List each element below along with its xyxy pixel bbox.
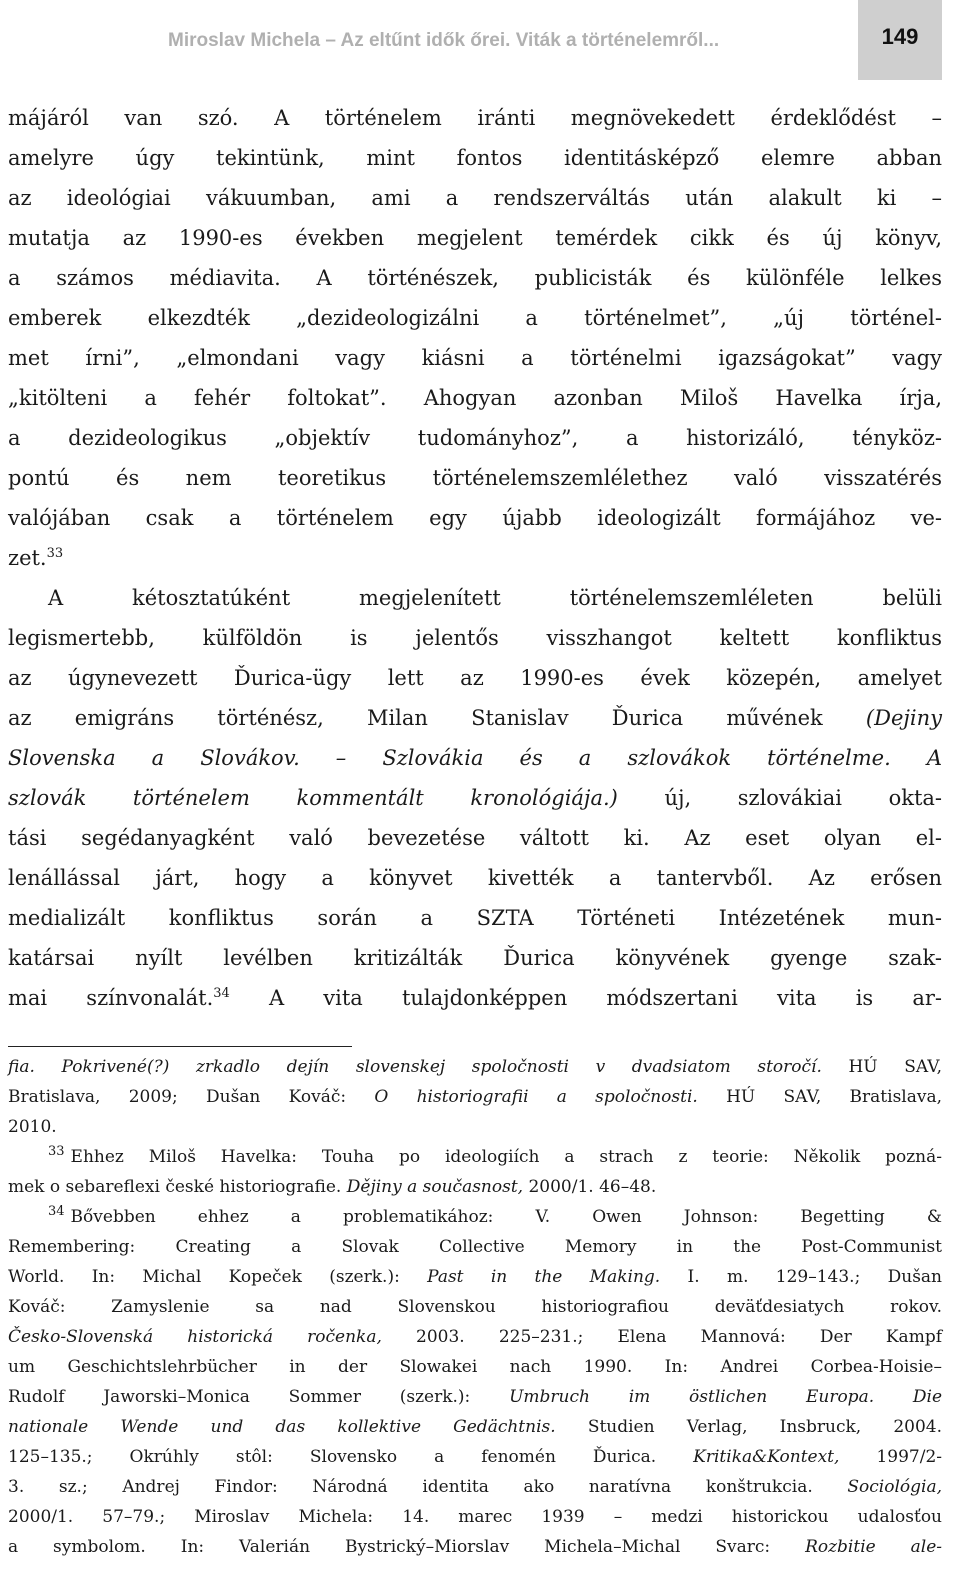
text-fragment: 125–135.; Okrúhly stôl: Slovensko a fenomén Ďurica. — [8, 1447, 657, 1467]
text-line: A kétosztatúként megjelenített történelemszemléleten belüli — [48, 586, 942, 610]
text-fragment: Sociológia, — [847, 1477, 942, 1497]
footnote-ref-33[interactable]: 33 — [46, 546, 64, 561]
footnote-34-line — [8, 1412, 942, 1442]
footnote-33-line — [8, 1172, 942, 1202]
footnotes — [8, 1052, 942, 1562]
text-line: medializált konfliktus során a SZTA Történeti Intézetének mun- — [8, 906, 942, 930]
text-line: emberek elkezdték „dezideologizálni a történelmet”, „új történel- — [8, 306, 942, 330]
footnote-34-line — [8, 1472, 942, 1502]
text-line — [8, 738, 942, 778]
text-line — [8, 538, 942, 578]
text-line — [8, 978, 942, 1018]
text-line: legismertebb, külföldön is jelentős visszhangot keltett konfliktus — [8, 626, 942, 650]
text-fragment: World. In: Michal Kopeček (szerk.): — [8, 1267, 400, 1287]
page-number: 149 — [881, 24, 919, 49]
text-line: az úgynevezett Ďurica-ügy lett az 1990-es évek közepén, amelyet — [8, 666, 942, 690]
running-title: Miroslav Michela – Az eltűnt idők őrei. Viták a történelemről... — [168, 30, 720, 51]
footnote-34-line — [8, 1442, 942, 1472]
text-line: valójában csak a történelem egy újabb ideologizált formájához ve- — [8, 506, 942, 530]
footnote-34-line — [8, 1382, 942, 1412]
book-title: Slovenska a Slovákov. – Szlovákia és a szlovákok történelme. A — [8, 746, 942, 770]
text-fragment: 3. sz.; Andrej Findor: Národná identita ako naratívna konštrukcia. — [8, 1477, 813, 1497]
page-number-box — [858, 0, 942, 80]
text-line: met írni”, „elmondani vagy kiásni a történelmi igazságokat” vagy — [8, 346, 942, 370]
text-fragment: O historiografii a spoločnosti. — [374, 1087, 698, 1107]
text-fragment: I. m. 129–143.; Dušan — [687, 1267, 943, 1287]
text-fragment: Ehhez Miloš Havelka: Touha po ideologiích a strach z teorie: Několik pozná- — [70, 1147, 942, 1167]
text-fragment: a symbolom. In: Valerián Bystrický–Miorslav Michela–Michal Svarc: — [8, 1537, 771, 1557]
text-fragment: Česko-Slovenská historická ročenka, — [8, 1327, 382, 1347]
footnote-line — [8, 1082, 942, 1112]
text-line — [8, 698, 942, 738]
text-fragment: Rozbitie ale- — [805, 1537, 942, 1557]
footnote-line: 2010. — [8, 1117, 57, 1137]
text-line: a dezideologikus „objektív tudományhoz”, a historizáló, tényköz- — [8, 426, 942, 450]
text-fragment: Rudolf Jaworski–Monica Sommer (szerk.): — [8, 1387, 471, 1407]
footnote-34-line — [8, 1262, 942, 1292]
page-header — [0, 0, 960, 80]
text-line: mutatja az 1990-es években megjelent temérdek cikk és új könyv, — [8, 226, 942, 250]
text-line: „kitölteni a fehér foltokat”. Ahogyan azonban Miloš Havelka írja, — [8, 386, 942, 410]
text-fragment: mai színvonalát. — [8, 986, 214, 1010]
text-line: amelyre úgy tekintünk, mint fontos identitásképző elemre abban — [8, 146, 942, 170]
footnote-34-line — [8, 1532, 942, 1562]
footnote-34-line — [8, 1322, 942, 1352]
book-title: szlovák történelem kommentált kronológiája.) — [8, 786, 618, 810]
text-fragment: új, szlovákiai okta- — [664, 786, 943, 810]
text-fragment: mek o sebareflexi české historiografie. — [8, 1177, 342, 1197]
text-line: a számos médiavita. A történészek, publicisták és különféle lelkes — [8, 266, 942, 290]
text-fragment: 1997/2- — [876, 1447, 943, 1467]
text-line: katársai nyílt levélben kritizálták Ďurica könyvének gyenge szak- — [8, 946, 942, 970]
footnote-line — [8, 1052, 942, 1082]
text-fragment: az emigráns történész, Milan Stanislav Ďurica művének — [8, 706, 823, 730]
text-line: tási segédanyagként való bevezetése váltott ki. Az eset olyan el- — [8, 826, 942, 850]
text-line: pontú és nem teoretikus történelemszemlélethez való visszatérés — [8, 466, 942, 490]
text-fragment: 2000/1. 46–48. — [528, 1177, 657, 1197]
text-line: az ideológiai vákuumban, ami a rendszerváltás után alakult ki – — [8, 186, 942, 210]
text-line: májáról van szó. A történelem iránti megnövekedett érdeklődést – — [8, 106, 942, 130]
footnote-34-line: 2000/1. 57–79.; Miroslav Michela: 14. marec 1939 – medzi historickou udalosťou — [8, 1507, 942, 1527]
text-fragment: Bratislava, 2009; Dušan Kováč: — [8, 1087, 347, 1107]
footnote-34-line: Remembering: Creating a Slovak Collective Memory in the Post-Communist — [8, 1237, 942, 1257]
text-fragment: A vita tulajdonképpen módszertani vita is ar- — [268, 986, 942, 1010]
text-fragment: 2003. 225–231.; Elena Mannová: Der Kampf — [416, 1327, 942, 1347]
footnote-number: 33 — [48, 1144, 65, 1160]
text-fragment: Umbruch im östlichen Europa. Die — [509, 1387, 942, 1407]
text-fragment: Past in the Making. — [427, 1267, 661, 1287]
footnote-34-line — [8, 1202, 942, 1232]
text-fragment: Dějiny a současnost, — [346, 1177, 524, 1197]
text-fragment: Studien Verlag, Insbruck, 2004. — [587, 1417, 943, 1437]
footnote-34-line: um Geschichtslehrbücher in der Slowakei nach 1990. In: Andrei Corbea-Hoisie– — [8, 1357, 942, 1377]
footnote-number: 34 — [48, 1204, 65, 1220]
footnote-divider — [8, 1046, 352, 1047]
text-line — [8, 778, 942, 818]
text-fragment: Bővebben ehhez a problematikához: V. Owen Johnson: Begetting & — [70, 1207, 942, 1227]
footnote-33-line — [8, 1142, 942, 1172]
text-fragment: HÚ SAV, Bratislava, — [726, 1087, 943, 1107]
footnote-ref-34[interactable]: 34 — [213, 986, 230, 1001]
text-fragment: nationale Wende und das kollektive Gedächtnis. — [8, 1417, 556, 1437]
text-fragment: Kritika&Kontext, — [693, 1447, 840, 1467]
text-fragment: zet. — [8, 546, 47, 570]
text-fragment: fia. Pokrivené(?) zrkadlo dejín slovenskej spoločnosti v dvadsiatom storočí. — [8, 1057, 822, 1077]
footnote-34-line: Kováč: Zamyslenie sa nad Slovenskou historiografiou deväťdesiatych rokov. — [8, 1297, 942, 1317]
text-line: lenállással járt, hogy a könyvet kivették a tantervből. Az erősen — [8, 866, 942, 890]
main-text — [8, 98, 942, 1018]
text-fragment: HÚ SAV, — [848, 1057, 942, 1077]
book-title: (Dejiny — [865, 706, 942, 730]
